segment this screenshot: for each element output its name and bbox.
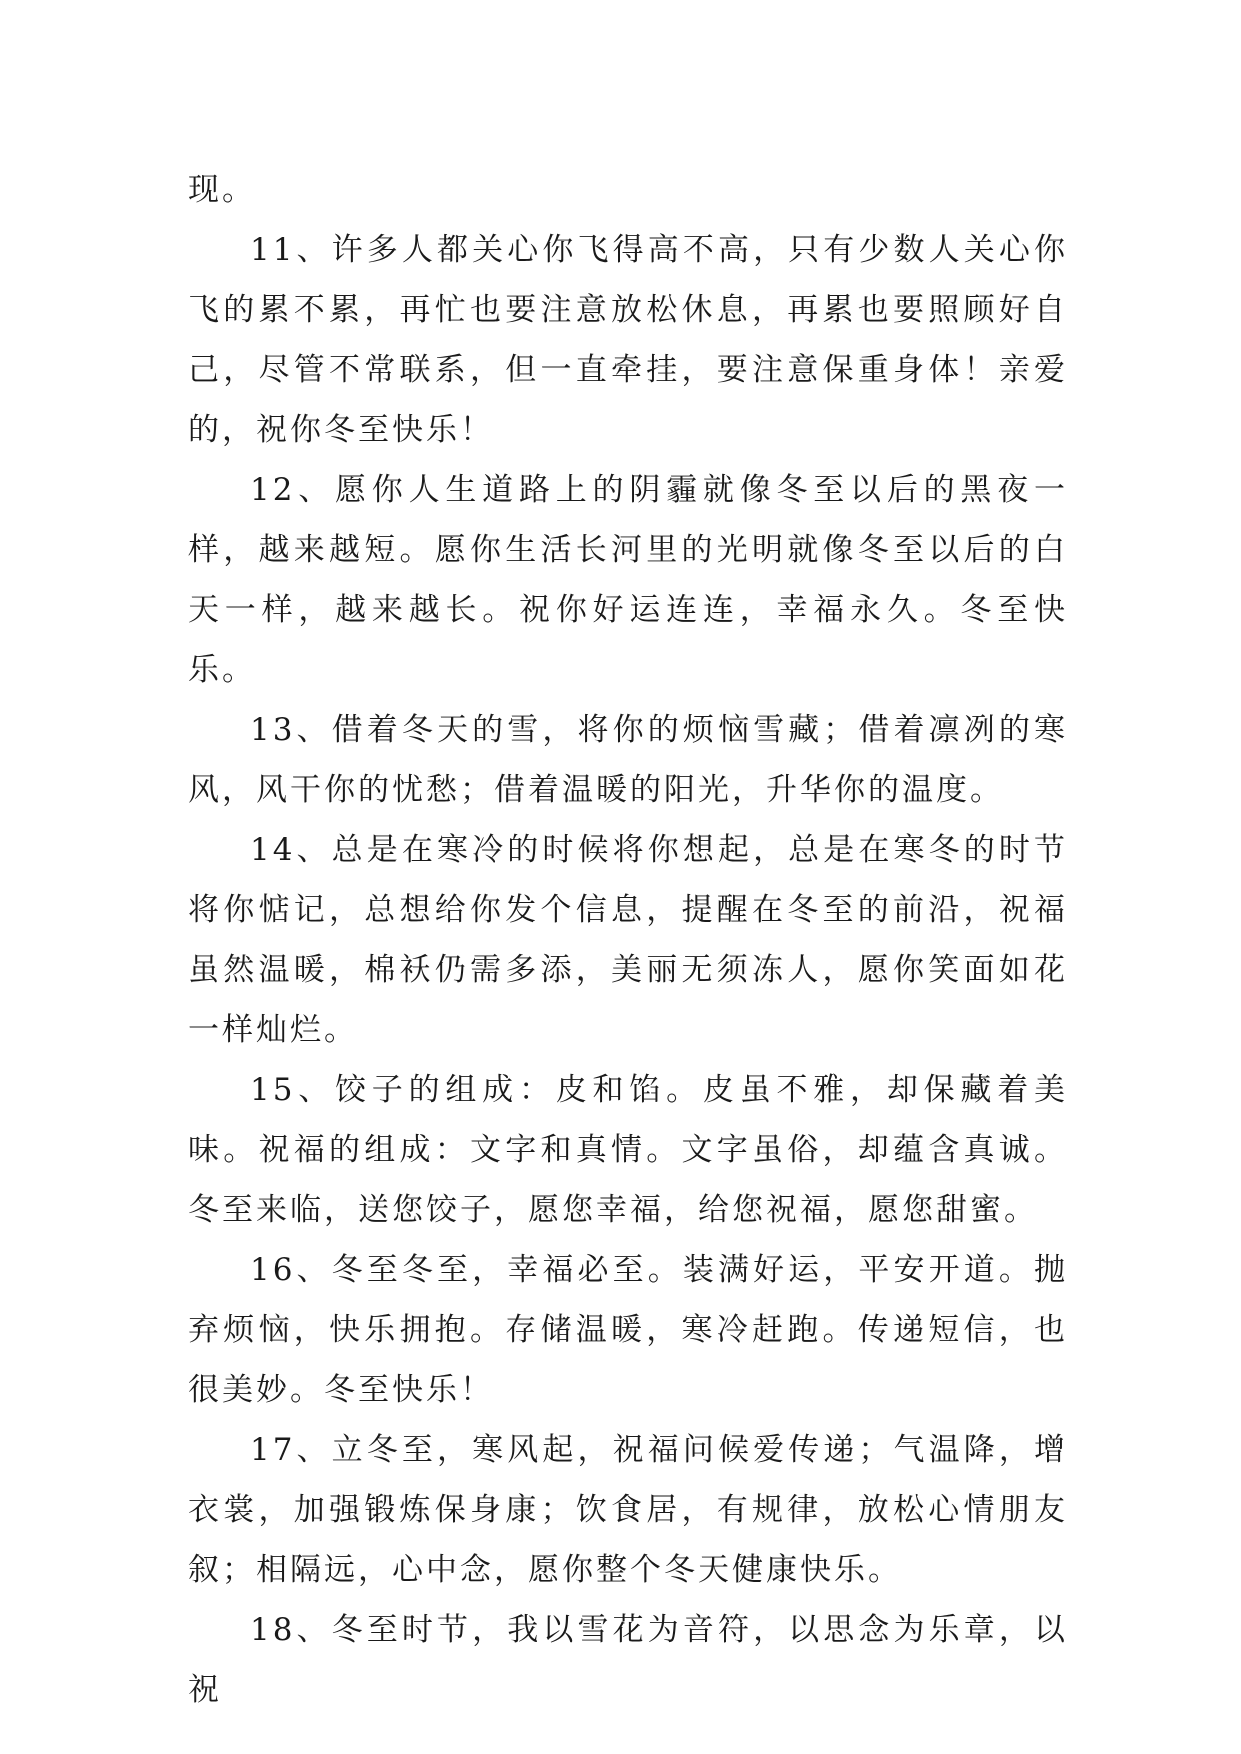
paragraph-16: 16、冬至冬至，幸福必至。装满好运，平安开道。抛弃烦恼，快乐拥抱。存储温暖，寒冷赶跑。传递短信，也很美妙。冬至快乐！: [188, 1252, 1068, 1408]
paragraph-17: 17、立冬至，寒风起，祝福问候爱传递；气温降，增衣裳，加强锻炼保身康；饮食居，有规律，放松心情朋友叙；相隔远，心中念，愿你整个冬天健康快乐。: [188, 1432, 1068, 1588]
paragraph-continuation: 现。: [188, 172, 256, 208]
paragraph-12: 12、愿你人生道路上的阴霾就像冬至以后的黑夜一样，越来越短。愿你生活长河里的光明就像冬至以后的白天一样，越来越长。祝你好运连连，幸福永久。冬至快乐。: [188, 472, 1068, 688]
paragraph-11: 11、许多人都关心你飞得高不高，只有少数人关心你飞的累不累，再忙也要注意放松休息，再累也要照顾好自己，尽管不常联系，但一直牵挂，要注意保重身体！亲爱的，祝你冬至快乐！: [188, 232, 1068, 448]
paragraph-15: 15、饺子的组成：皮和馅。皮虽不雅，却保藏着美味。祝福的组成：文字和真情。文字虽俗，却蕴含真诚。冬至来临，送您饺子，愿您幸福，给您祝福，愿您甜蜜。: [188, 1072, 1068, 1228]
body-text: [188, 160, 1068, 1720]
paragraph-18: 18、冬至时节，我以雪花为音符，以思念为乐章，以祝: [188, 1612, 1068, 1708]
paragraph-13: 13、借着冬天的雪，将你的烦恼雪藏；借着凛冽的寒风，风干你的忧愁；借着温暖的阳光，升华你的温度。: [188, 712, 1068, 808]
paragraph-14: 14、总是在寒冷的时候将你想起，总是在寒冬的时节将你惦记，总想给你发个信息，提醒在冬至的前沿，祝福虽然温暖，棉袄仍需多添，美丽无须冻人，愿你笑面如花一样灿烂。: [188, 832, 1068, 1048]
